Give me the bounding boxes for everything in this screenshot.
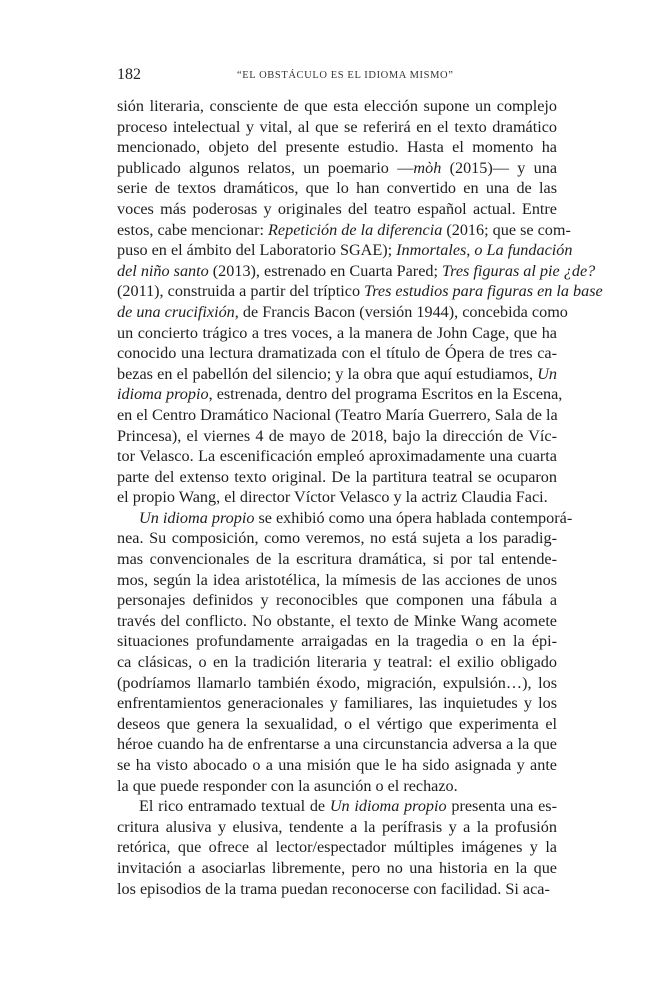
text-line [117,487,557,508]
text-line [117,631,557,652]
text-run: nea. Su composición, como veremos, no está sujeta a los paradig- [117,529,557,548]
text-run: tor Velasco. La escenificación empleó aproximadamente una cuarta [117,447,557,466]
text-run: (2015)— y una [441,158,558,177]
text-run: (podríamos llamarlo también éxodo, migración, expulsión…), los [117,673,557,692]
italic-title: Un [537,364,557,383]
text-run: los episodios de la trama puedan reconocerse con facilidad. Si aca- [117,879,550,898]
text-line [117,178,557,199]
text-line [117,590,557,611]
page-number: 182 [117,66,141,83]
text-run: (2011), construida a partir del tríptico [117,282,365,301]
italic-title: Inmortales, o La fundación [396,241,573,260]
text-run: un concierto trágico a tres voces, a la manera de John Cage, que ha [117,323,557,342]
text-run: sión literaria, consciente de que esta elección supone un complejo [117,97,557,115]
text-line [117,837,557,858]
text-line [117,384,563,405]
text-run: el propio Wang, el director Víctor Velasco y la actriz Claudia Faci. [117,488,548,507]
text-run: (2013), estrenado en Cuarta Pared; [208,261,443,280]
italic-title: de una crucifixión [117,302,235,321]
italic-title: mòh [413,158,442,177]
text-run: en el Centro Dramático Nacional (Teatro María Guerrero, Sala de la [117,405,558,424]
text-line [117,117,557,138]
text-line [117,879,557,900]
text-run: voces más poderosas y originales del teatro español actual. Entre [117,199,557,218]
page-header [117,66,557,86]
text-run: , de Francis Bacon (versión 1944), concebida como [234,302,568,321]
text-run: invitación a asociarlas libremente, pero no una historia en la que [117,858,557,877]
text-line [117,405,557,426]
text-run: mas convencionales de la escritura dramática, si por tal entende- [117,550,557,569]
text-run: El rico entramado textual de [139,797,330,816]
italic-title: Tres estudios para figuras en la base [364,282,603,301]
text-line [117,817,557,838]
text-run: Princesa), el viernes 4 de mayo de 2018, bajo la dirección de Víc- [117,426,557,445]
text-line [117,611,557,632]
text-line [117,549,557,570]
text-line [117,734,557,755]
text-run: parte del extenso texto original. De la partitura teatral se ocuparon [117,467,557,486]
text-line [117,199,557,220]
text-run: se exhibió como una ópera hablada contemporá- [254,508,573,527]
italic-title: idioma propio [117,385,209,404]
text-line [117,96,557,117]
text-run: conocido una lectura dramatizada con el título de Ópera de tres ca- [117,344,557,363]
italic-title: Un idioma propio [139,508,255,527]
italic-title: Tres figuras al pie ¿de? [442,261,596,280]
text-run: mencionado, objeto del presente estudio. Hasta el momento ha [117,138,557,157]
text-run: serie de textos dramáticos, que lo han convertido en una de las [117,179,557,198]
text-line [117,343,557,364]
text-run: la que puede responder con la asunción o el rechazo. [117,776,458,795]
text-run: (2016; que se com- [442,220,571,239]
text-run: bezas en el pabellón del silencio; y la obra que aquí estudiamos, [117,364,538,383]
text-run: deseos que genera la sexualidad, o el vértigo que experimenta el [117,714,557,733]
text-line [117,323,557,344]
text-run: publicado algunos relatos, un poemario — [117,158,414,177]
text-line [117,220,571,241]
text-line [117,528,557,549]
text-run: puso en el ámbito del Laboratorio SGAE); [117,241,397,260]
italic-title: del niño santo [117,261,209,280]
text-run: situaciones profundamente arraigadas en la tragedia o en la épi- [117,632,557,651]
text-line [117,261,596,282]
text-run: se ha visto abocado o a una misión que le ha sido asignada y ante [117,756,557,774]
text-line [117,673,557,694]
text-line [117,467,557,488]
text-line [117,426,557,447]
text-line [117,858,557,879]
running-title: “EL OBSTÁCULO ES EL IDIOMA MISMO” [237,70,454,81]
text-line [117,446,557,467]
text-line [117,776,557,797]
text-line [117,755,557,776]
text-line [117,508,573,529]
italic-title: Un idioma propio [329,797,447,816]
text-run: , estrenada, dentro del programa Escritos en la Escena, [208,385,563,404]
text-run: proceso intelectual y vital, al que se referirá en el texto dramático [117,117,557,136]
text-line [117,570,557,591]
text-line [117,281,603,302]
text-line [117,364,557,385]
text-run: través del conflicto. No obstante, el texto de Minke Wang acomete [117,611,557,630]
text-run: critura alusiva y elusiva, tendente a la perífrasis y a la profusión [117,817,557,836]
text-run: ca clásicas, o en la tradición literaria y teatral: el exilio obligado [117,653,557,672]
text-run: mos, según la idea aristotélica, la mímesis de las acciones de unos [117,570,557,589]
text-line [117,714,557,735]
text-line [117,137,557,158]
text-run: héroe cuando ha de enfrentarse a una circunstancia adversa a la que [117,735,557,754]
body-text [117,96,603,899]
text-run: retórica, que ofrece al lector/espectador múltiples imágenes y la [117,838,557,857]
text-line [117,302,568,323]
text-line [117,158,557,179]
text-line [117,796,557,817]
text-run: presenta una es- [446,797,557,816]
text-line [117,693,557,714]
text-run: estos, cabe mencionar: [117,220,269,239]
text-run: enfrentamientos generacionales y familiares, las inquietudes y los [117,694,557,713]
text-line [117,652,557,673]
italic-title: Repetición de la diferencia [268,220,443,239]
text-line [117,240,573,261]
text-run: personajes definidos y reconocibles que componen una fábula a [117,591,557,610]
